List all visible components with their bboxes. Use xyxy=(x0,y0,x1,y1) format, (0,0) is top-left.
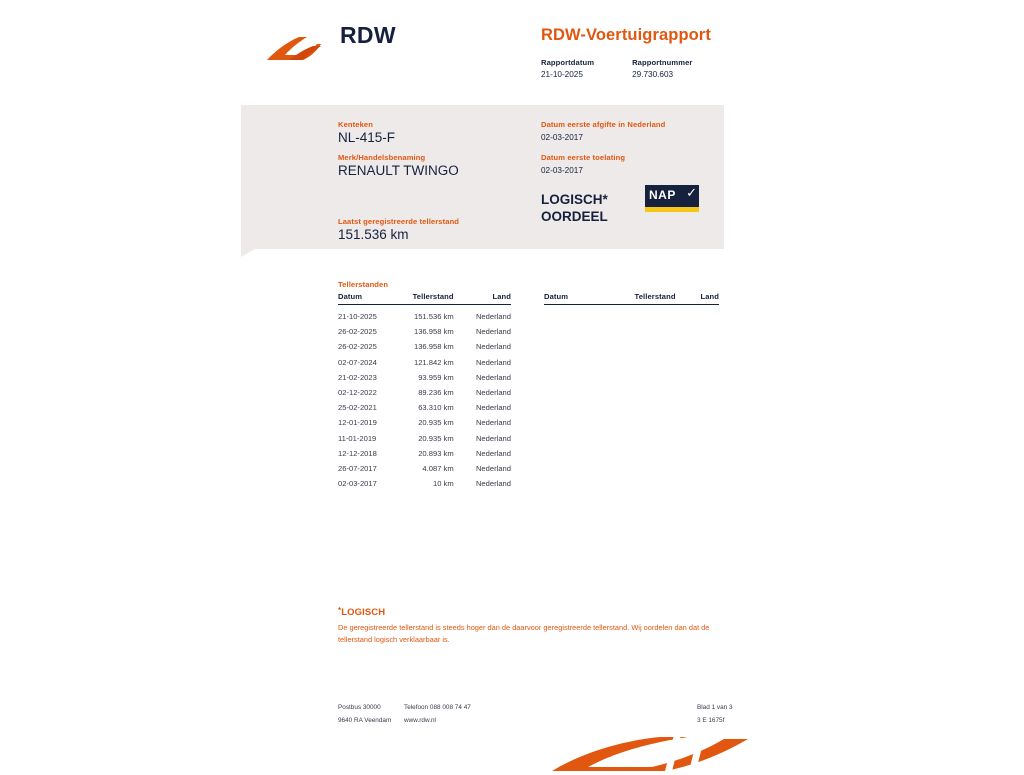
cell-datum: 25-02-2021 xyxy=(338,403,377,413)
cell-tellerstand: 121.842 km xyxy=(413,357,454,367)
mileage-table-left xyxy=(338,292,511,491)
cell-datum: 02-07-2024 xyxy=(338,357,377,367)
col-land: Land xyxy=(462,292,511,305)
cell-land: Nederland xyxy=(475,327,511,337)
merk-value: RENAULT TWINGO xyxy=(338,163,459,178)
cell-land: Nederland xyxy=(475,342,511,352)
footer-page-number: Blad 1 van 3 xyxy=(697,704,733,711)
cell-land: Nederland xyxy=(475,463,511,473)
rdw-logo xyxy=(265,22,396,70)
mileage-table-right xyxy=(544,292,719,305)
meta-rapportdatum-label: Rapportdatum xyxy=(541,58,595,67)
cell-datum: 02-03-2017 xyxy=(338,479,377,489)
cell-datum: 21-10-2025 xyxy=(338,312,377,321)
cell-tellerstand: 20.935 km xyxy=(418,418,454,428)
rdw-wordmark: RDW xyxy=(340,22,396,48)
col-datum: Datum xyxy=(338,292,393,305)
nap-badge xyxy=(645,185,699,212)
table-row xyxy=(338,430,511,445)
cell-land: Nederland xyxy=(475,357,511,367)
footer-contact xyxy=(404,702,524,727)
report-meta xyxy=(541,58,692,79)
cell-datum: 26-02-2025 xyxy=(338,327,377,337)
cell-land: Nederland xyxy=(475,372,511,382)
table-row xyxy=(338,400,511,415)
cell-tellerstand: 20.893 km xyxy=(418,448,454,458)
col-land: Land xyxy=(684,292,719,305)
page-title: RDW-Voertuigrapport xyxy=(541,26,711,44)
cell-datum: 02-12-2022 xyxy=(338,387,377,397)
cell-tellerstand: 93.959 km xyxy=(418,372,454,382)
footnote-star: * xyxy=(338,606,342,615)
verdict-line-1: LOGISCH* xyxy=(541,192,608,207)
footer-watermark-logo xyxy=(548,735,788,775)
cell-tellerstand: 20.935 km xyxy=(418,433,454,443)
rdw-swoosh-icon xyxy=(265,34,327,64)
cell-land: Nederland xyxy=(475,387,511,397)
table-row xyxy=(338,354,511,369)
cell-tellerstand: 10 km xyxy=(432,479,454,489)
col-datum: Datum xyxy=(544,292,590,305)
afgifte-label: Datum eerste afgifte in Nederland xyxy=(541,120,666,129)
table-row xyxy=(338,461,511,476)
table-row xyxy=(338,324,511,339)
meta-rapportnummer xyxy=(632,58,692,79)
cell-datum: 12-01-2019 xyxy=(338,418,377,428)
table-header-row xyxy=(544,292,719,305)
cell-tellerstand: 89.236 km xyxy=(418,387,454,397)
table-row xyxy=(338,370,511,385)
cell-tellerstand: 136.958 km xyxy=(413,327,454,337)
footer-phone: Telefoon 088 008 74 47 xyxy=(404,704,471,711)
footnote-title-text: LOGISCH xyxy=(341,607,386,618)
col-tellerstand: Tellerstand xyxy=(393,292,462,305)
cell-tellerstand: 151.536 km xyxy=(413,312,454,321)
rdw-large-swoosh-icon xyxy=(548,735,788,775)
table-row xyxy=(338,446,511,461)
table-row xyxy=(338,476,511,491)
table-row xyxy=(338,415,511,430)
merk-label: Merk/Handelsbenaming xyxy=(338,153,426,162)
cell-tellerstand: 63.310 km xyxy=(418,403,454,413)
cell-land: Nederland xyxy=(475,403,511,413)
table-row xyxy=(338,385,511,400)
cell-land: Nederland xyxy=(475,479,511,489)
footer-address xyxy=(338,702,404,727)
afgifte-value: 02-03-2017 xyxy=(541,133,583,142)
table-header-row xyxy=(338,292,511,305)
table-row xyxy=(338,305,511,325)
meta-rapportdatum xyxy=(541,58,594,79)
check-icon: ✓ xyxy=(686,185,697,200)
footer-code: 3 E 1675f xyxy=(697,716,725,724)
cell-land: Nederland xyxy=(475,433,511,443)
tellerstand-value: 151.536 km xyxy=(338,227,409,242)
cell-datum: 12-12-2018 xyxy=(338,448,377,458)
meta-rapportnummer-label: Rapportnummer xyxy=(632,58,693,67)
nap-badge-label: NAP xyxy=(649,188,676,202)
footnote-title xyxy=(338,606,385,618)
verdict-text xyxy=(541,191,608,225)
cell-datum: 26-07-2017 xyxy=(338,463,377,473)
panel-notch xyxy=(241,249,255,257)
footer-website[interactable]: www.rdw.nl xyxy=(404,716,436,724)
meta-rapportnummer-value: 29.730.603 xyxy=(632,70,674,79)
cell-land: Nederland xyxy=(475,312,511,321)
cell-datum: 21-02-2023 xyxy=(338,372,377,382)
toelating-value: 02-03-2017 xyxy=(541,166,583,175)
footer-address-line2: 9640 RA Veendam xyxy=(338,716,392,724)
mileage-section-title: Tellerstanden xyxy=(338,280,389,289)
cell-land: Nederland xyxy=(475,448,511,458)
kenteken-label: Kenteken xyxy=(338,120,373,129)
verdict-line-2: OORDEEL xyxy=(541,209,608,224)
cell-tellerstand: 136.958 km xyxy=(413,342,454,352)
toelating-label: Datum eerste toelating xyxy=(541,153,626,162)
cell-datum: 26-02-2025 xyxy=(338,342,377,352)
tellerstand-label: Laatst geregistreerde tellerstand xyxy=(338,217,460,226)
footnote-body: De geregistreerde tellerstand is steeds hoger dan de daarvoor geregistreerde tellerstand. Wij oordelen dan dat de tellerstand logisch verklaarbaar is. xyxy=(338,623,710,644)
kenteken-value: NL-415-F xyxy=(338,130,396,145)
cell-datum: 11-01-2019 xyxy=(338,433,377,443)
footer-right xyxy=(697,702,787,727)
cell-tellerstand: 4.087 km xyxy=(422,463,454,473)
cell-land: Nederland xyxy=(475,418,511,428)
col-tellerstand: Tellerstand xyxy=(590,292,684,305)
table-row xyxy=(338,339,511,354)
footer-address-line1: Postbus 30000 xyxy=(338,704,381,711)
meta-rapportdatum-value: 21-10-2025 xyxy=(541,70,583,79)
vehicle-summary-panel xyxy=(241,105,724,249)
